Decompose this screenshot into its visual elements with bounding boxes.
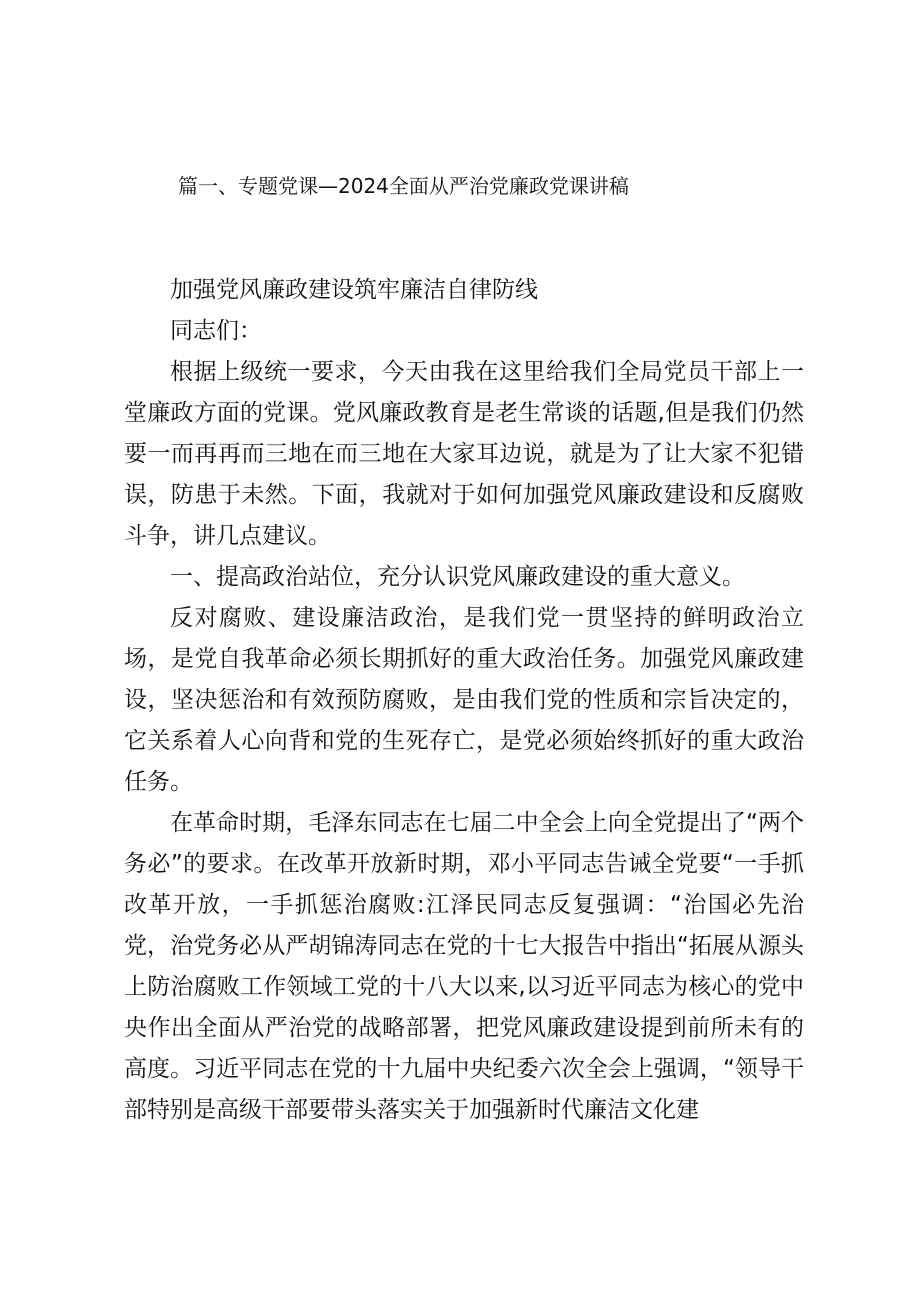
paragraph-section-heading: 一、提高政治站位，充分认识党风廉政建设的重大意义。 <box>170 564 745 590</box>
document-title: 篇一、专题党课—2024全面从严治党廉政党课讲稿 <box>178 174 629 198</box>
document-body <box>124 270 804 1131</box>
paragraph-greeting: 同志们： <box>170 318 262 344</box>
paragraph-body: 反对腐败、建设廉洁政治，是我们党一贯坚持的鲜明政治立场，是党自我革命必须长期抓好的重大政治任务。加强党风廉政建设，坚决惩治和有效预防腐败，是由我们党的性质和宗旨决定的，它关系着人心向背和党的生死存亡，是党必须始终抓好的重大政治任务。 <box>124 605 804 795</box>
paragraph-body: 在革命时期，毛泽东同志在七届二中全会上向全党提出了“两个务必”的要求。在改革开放新时期，邓小平同志告诫全党要“一手抓改革开放，一手抓惩治腐败:江泽民同志反复强调：“治国必先治党，治党务必从严胡锦涛同志在党的十七大报告中指出“拓展从源头上防治腐败工作领域工党的十八大以来,以习近平同志为核心的党中央作出全面从严治党的战略部署，把党风廉政建设提到前所未有的高度。习近平同志在党的十九届中央纪委六次全会上强调，“领导干部特别是高级干部要带头落实关于加强新时代廉洁文化建 <box>124 810 804 1123</box>
paragraph-intro: 根据上级统一要求，今天由我在这里给我们全局党员干部上一堂廉政方面的党课。党风廉政教育是老生常谈的话题,但是我们仍然要一而再再而三地在而三地在大家耳边说，就是为了让大家不犯错误，防患于未然。下面，我就对于如何加强党风廉政建设和反腐败斗争，讲几点建议。 <box>124 359 804 549</box>
paragraph-subtitle: 加强党风廉政建设筑牢廉洁自律防线 <box>170 277 538 303</box>
